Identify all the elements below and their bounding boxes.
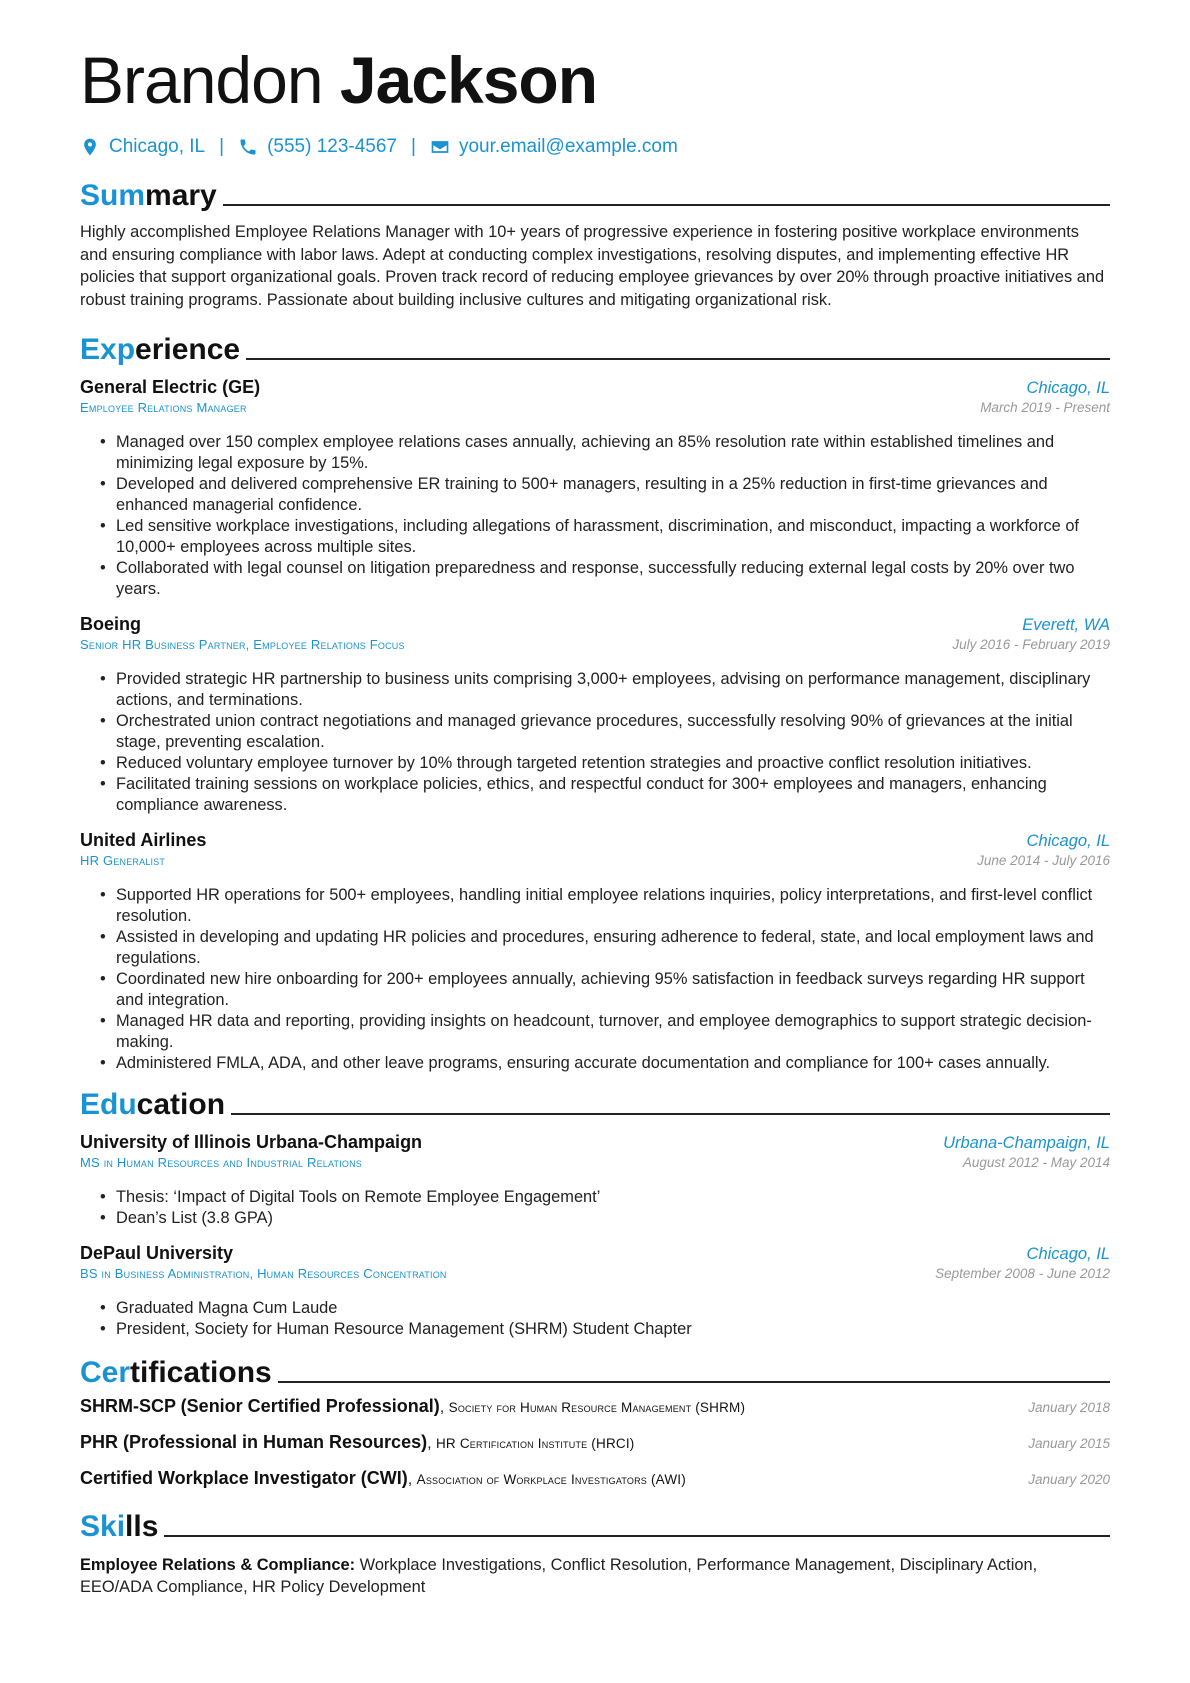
experience-entry <box>80 830 1110 1074</box>
certification-date: January 2015 <box>1028 1436 1110 1451</box>
section-title: Certifications <box>80 1356 272 1389</box>
contact-separator: | <box>219 136 225 157</box>
candidate-name <box>80 0 1110 122</box>
experience-entry <box>80 377 1110 600</box>
skills-section-header <box>80 1506 1110 1544</box>
list-item: • Supported HR operations for 500+ employees, handling initial employee relations inquiries, policy interpretations, and first-level conflict resolution. <box>116 885 1110 927</box>
school-dates: August 2012 - May 2014 <box>962 1155 1110 1170</box>
certifications-list <box>80 1396 1110 1504</box>
certification-item: PHR (Professional in Human Resources), HR Certification Institute (HRCI) January 2015 <box>80 1432 1110 1452</box>
list-item: • Assisted in developing and updating HR policies and procedures, ensuring adherence to federal, state, and local employment laws and regulations. <box>116 927 1110 969</box>
section-rule <box>246 358 1110 360</box>
list-item: • Managed HR data and reporting, providing insights on headcount, turnover, and employee demographics to support strategic decision-making. <box>116 1011 1110 1053</box>
section-rule <box>164 1535 1110 1537</box>
certification-name: PHR (Professional in Human Resources) <box>80 1432 428 1452</box>
list-item: • Led sensitive workplace investigations, including allegations of harassment, discrimination, and misconduct, impacting a workforce of 10,000+ employees across multiple sites. <box>116 516 1110 558</box>
list-item: • Collaborated with legal counsel on litigation preparedness and response, successfully reducing external legal costs by 20% over two years. <box>116 558 1110 600</box>
certification-date: January 2020 <box>1028 1472 1110 1487</box>
job-title: HR Generalist <box>80 853 166 868</box>
job-dates: June 2014 - July 2016 <box>977 853 1110 868</box>
education-entry <box>80 1132 1110 1229</box>
location-contact <box>80 136 205 158</box>
map-pin-icon <box>80 137 100 157</box>
phone-icon <box>238 137 258 157</box>
job-location: Chicago, IL <box>1026 832 1110 850</box>
contact-separator: | <box>411 136 416 157</box>
summary-section-header <box>80 175 1110 213</box>
section-title: Summary <box>80 179 217 212</box>
school-dates: September 2008 - June 2012 <box>935 1266 1110 1281</box>
list-item: • Coordinated new hire onboarding for 200+ employees annually, achieving 95% satisfaction in feedback surveys regarding HR support and integration. <box>116 969 1110 1011</box>
email-contact[interactable] <box>430 136 678 158</box>
list-item: • Graduated Magna Cum Laude <box>116 1298 1110 1319</box>
list-item: • President, Society for Human Resource Management (SHRM) Student Chapter <box>116 1319 1110 1340</box>
list-item: • Orchestrated union contract negotiations and managed grievance procedures, successfully resolving 90% of grievances at the initial stage, preventing escalation. <box>116 711 1110 753</box>
list-item: • Thesis: ‘Impact of Digital Tools on Remote Employee Engagement’ <box>116 1187 1110 1208</box>
employer-name: Boeing <box>80 614 141 634</box>
certification-date: January 2018 <box>1028 1400 1110 1415</box>
bullet-list <box>80 885 1110 1074</box>
section-title: Experience <box>80 333 241 366</box>
degree: BS in Business Administration, Human Resources Concentration <box>80 1266 447 1281</box>
list-item: • Dean’s List (3.8 GPA) <box>116 1208 1110 1229</box>
skills-line <box>80 1554 1110 1598</box>
list-item: • Facilitated training sessions on workplace policies, ethics, and respectful conduct for 300+ employees and managers, enhancing compliance awareness. <box>116 774 1110 816</box>
experience-section-header <box>80 329 1110 367</box>
certification-issuer: HR Certification Institute (HRCI) <box>435 1436 635 1451</box>
degree: MS in Human Resources and Industrial Relations <box>80 1155 363 1170</box>
section-rule <box>278 1381 1110 1383</box>
envelope-icon <box>430 137 450 157</box>
skills-category: Employee Relations & Compliance: <box>80 1556 356 1574</box>
certification-issuer: Society for Human Resource Management (SHRM) <box>448 1400 746 1415</box>
certification-name: SHRM-SCP (Senior Certified Professional) <box>80 1396 440 1416</box>
bullet-list <box>80 432 1110 600</box>
bullet-list <box>80 1187 1110 1229</box>
certification-item: Certified Workplace Investigator (CWI), Association of Workplace Investigators (AWI) January 2020 <box>80 1468 1110 1488</box>
certifications-section-header <box>80 1352 1110 1390</box>
job-location: Everett, WA <box>1022 616 1110 634</box>
list-item: • Managed over 150 complex employee relations cases annually, achieving an 85% resolution rate within established timelines and minimizing legal exposure by 15%. <box>116 432 1110 474</box>
employer-name: General Electric (GE) <box>80 377 261 397</box>
job-title: Employee Relations Manager <box>80 400 247 415</box>
bullet-list <box>80 1298 1110 1340</box>
school-location: Urbana-Champaign, IL <box>943 1134 1110 1152</box>
certification-issuer: Association of Workplace Investigators (AWI) <box>416 1472 686 1487</box>
list-item: • Reduced voluntary employee turnover by 10% through targeted retention strategies and proactive conflict resolution initiatives. <box>116 753 1110 774</box>
list-item: • Developed and delivered comprehensive ER training to 500+ managers, resulting in a 25% reduction in first-time grievances and enhanced managerial confidence. <box>116 474 1110 516</box>
school-name: DePaul University <box>80 1243 234 1263</box>
list-item: • Administered FMLA, ADA, and other leave programs, ensuring accurate documentation and compliance for 100+ cases annually. <box>116 1053 1110 1074</box>
job-title: Senior HR Business Partner, Employee Relations Focus <box>80 637 405 652</box>
job-dates: March 2019 - Present <box>980 400 1110 415</box>
last-name: Jackson <box>339 43 598 117</box>
phone-contact[interactable] <box>238 136 397 158</box>
location-text: Chicago, IL <box>109 136 206 157</box>
job-dates: July 2016 - February 2019 <box>952 637 1110 652</box>
section-rule <box>231 1113 1110 1115</box>
section-title: Education <box>80 1088 226 1121</box>
list-item: • Provided strategic HR partnership to business units comprising 3,000+ employees, advising on performance management, disciplinary actions, and terminations. <box>116 669 1110 711</box>
first-name: Brandon <box>80 43 323 117</box>
school-name: University of Illinois Urbana-Champaign <box>80 1132 423 1152</box>
job-location: Chicago, IL <box>1026 379 1110 397</box>
contact-line <box>80 133 1110 161</box>
education-section-header <box>80 1084 1110 1122</box>
email-text: your.email@example.com <box>458 136 678 157</box>
employer-name: United Airlines <box>80 830 207 850</box>
certification-name: Certified Workplace Investigator (CWI) <box>80 1468 408 1488</box>
bullet-list <box>80 669 1110 816</box>
skills-text: Workplace Investigations, Conflict Resolution, Performance Management, Disciplinary Action, EEO/ADA Compliance, HR Policy Development <box>80 1556 1038 1596</box>
section-title: Skills <box>80 1510 159 1543</box>
certification-item: SHRM-SCP (Senior Certified Professional), Society for Human Resource Management (SHRM) January 2018 <box>80 1396 1110 1416</box>
phone-text: (555) 123-4567 <box>267 136 397 157</box>
education-entry <box>80 1243 1110 1340</box>
section-rule <box>223 204 1110 206</box>
summary-text: Highly accomplished Employee Relations Manager with 10+ years of progressive experience in fostering positive workplace environments and ensuring compliance with labor laws. Adept at conducting complex investigations, resolving disputes, and implementing effective HR policies that support organizational goals. Proven track record of reducing employee grievances by over 20% through proactive initiatives and robust training programs. Passionate about building inclusive cultures and mitigating organizational risk. <box>80 223 1105 309</box>
experience-entry <box>80 614 1110 816</box>
school-location: Chicago, IL <box>1026 1245 1110 1263</box>
